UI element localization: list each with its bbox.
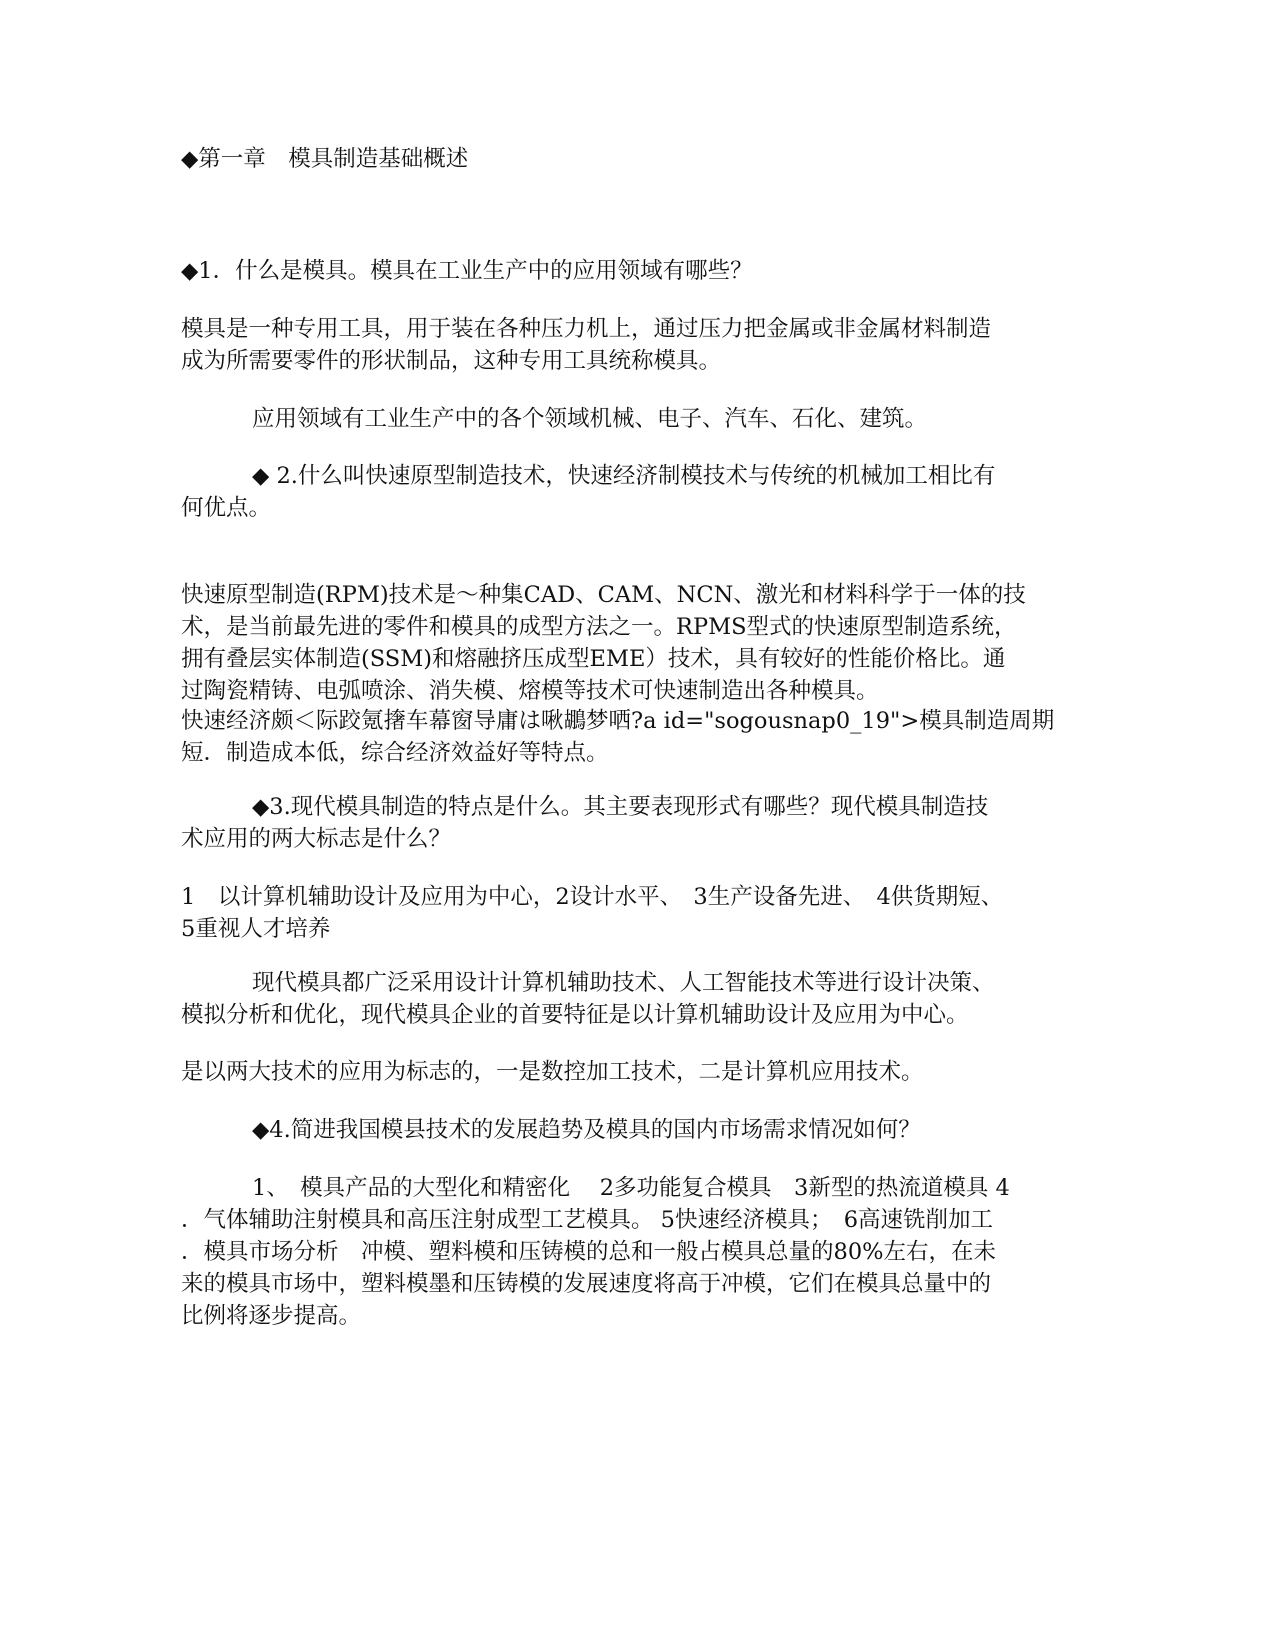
- answer-4-line-2: ．气体辅助注射模具和高压注射成型工艺模具。 5快速经济模具； 6高速铣削加工: [181, 1207, 994, 1233]
- answer-3-line-2: 5重视人才培养: [181, 916, 331, 942]
- answer-3-para3: 是以两大技术的应用为标志的，一是数控加工技术，二是计算机应用技术。: [181, 1059, 924, 1085]
- answer-2-line-2: 术，是当前最先进的零件和模具的成型方法之一。RPMS型式的快速原型制造系统，: [181, 614, 1017, 640]
- answer-1-line-2: 成为所需要零件的形状制品，这种专用工具统称模具。: [181, 348, 722, 374]
- question-4: ◆4.简进我国模县技术的发展趋势及模具的国内市场需求情况如何？: [252, 1117, 921, 1143]
- answer-2-line-4: 过陶瓷精铸、电弧喷涂、消失模、熔模等技术可快速制造出各种模具。: [181, 678, 879, 704]
- answer-1-line-1: 模具是一种专用工具，用于装在各种压力机上，通过压力把金属或非金属材料制造: [181, 316, 992, 342]
- question-2-line-1: ◆ 2.什么叫快速原型制造技术，快速经济制模技术与传统的机械加工相比有: [252, 463, 996, 489]
- answer-2-para2-line-1: 快速经济颇＜际跤氪撦车幕窗导庸は啾鶘梦哂?a id="sogousnap0_19">模具制造周期: [181, 708, 1055, 734]
- answer-1-application: 应用领域有工业生产中的各个领域机械、电子、汽车、石化、建筑。: [252, 406, 928, 432]
- question-3-line-1: ◆3.现代模具制造的特点是什么。其主要表现形式有哪些？现代模具制造技: [252, 794, 989, 820]
- question-1: ◆1．什么是模具。模具在工业生产中的应用领域有哪些？: [181, 258, 753, 284]
- answer-2-line-1: 快速原型制造(RPM)技术是～种集CAD、CAM、NCN、激光和材料科学于一体的技: [181, 582, 1026, 608]
- answer-3-para2-line-1: 现代模具都广泛采用设计计算机辅助技术、人工智能技术等进行设计决策、: [252, 970, 995, 996]
- answer-3-line-1: 1 以计算机辅助设计及应用为中心，2设计水平、 3生产设备先进、 4供货期短、: [181, 884, 1004, 910]
- answer-4-line-1: 1、 模具产品的大型化和精密化 2多功能复合模具 3新型的热流道模具 4: [252, 1175, 1010, 1201]
- chapter-title: ◆第一章 模具制造基础概述: [181, 146, 469, 172]
- answer-2-line-3: 拥有叠层实体制造(SSM)和熔融挤压成型EME）技术，具有较好的性能价格比。通: [181, 646, 1006, 672]
- answer-4-line-5: 比例将逐步提高。: [181, 1303, 362, 1329]
- answer-2-para2-line-2: 短．制造成本低，综合经济效益好等特点。: [181, 740, 609, 766]
- answer-4-line-3: ．模具市场分析 冲模、塑料模和压铸模的总和一般占模具总量的80%左右，在未: [181, 1239, 997, 1265]
- answer-4-line-4: 来的模具市场中，塑料模墨和压铸模的发展速度将高于冲模，它们在模具总量中的: [181, 1271, 992, 1297]
- question-2-line-2: 何优点。: [181, 495, 272, 521]
- question-3-line-2: 术应用的两大标志是什么？: [181, 826, 452, 852]
- answer-3-para2-line-2: 模拟分析和优化，现代模具企业的首要特征是以计算机辅助设计及应用为中心。: [181, 1002, 969, 1028]
